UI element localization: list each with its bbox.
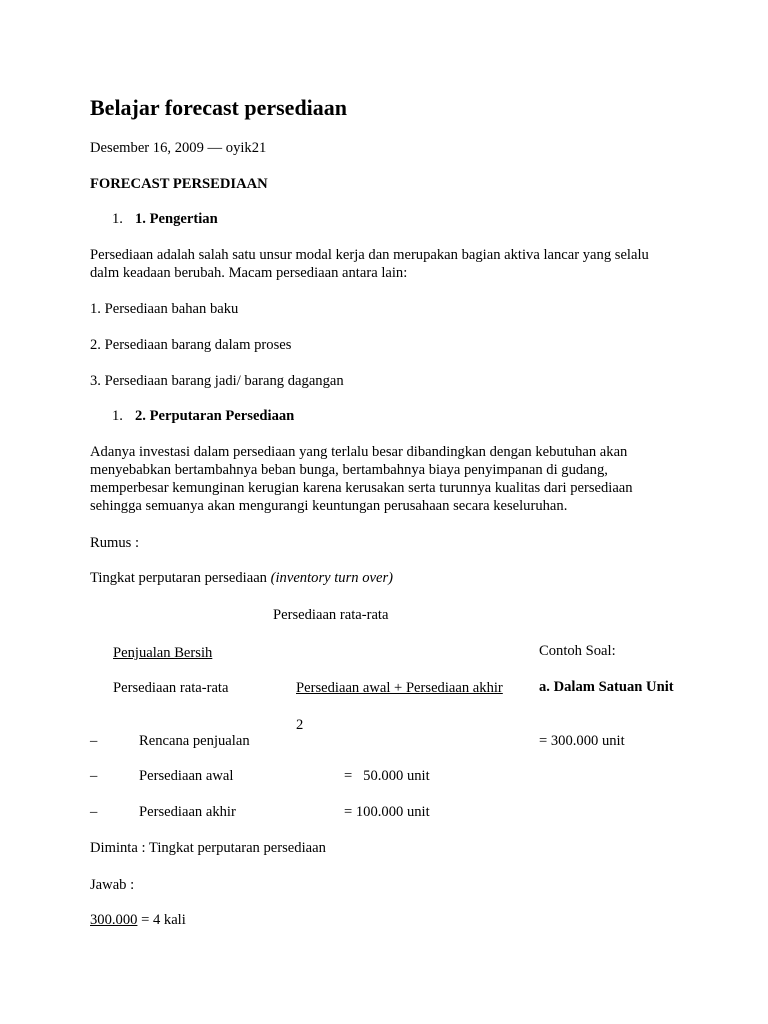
formula-intro: Rumus : — [90, 535, 140, 551]
diminta-line: Diminta : Tingkat perputaran persediaan — [90, 840, 326, 856]
avg-fraction-numerator: Persediaan awal + Persediaan akhir — [296, 680, 503, 696]
answer-numerator: 300.000 — [90, 912, 138, 928]
post-meta: Desember 16, 2009 — oyik21 — [90, 140, 267, 156]
answer-line — [90, 911, 186, 929]
fraction-numerator: Penjualan Bersih — [113, 645, 213, 661]
section-heading: FORECAST PERSEDIAAN — [90, 176, 268, 192]
item-dash: – — [90, 804, 98, 820]
paragraph: Adanya investasi dalam persediaan yang terlalu besar dibandingkan dengan kebutuhan akan menyebabkan bertambahnya beban bunga, bertambahnya biaya penyimpanan di gudang, memperbesar kemunginan kerugian karena kerusakan serta turunnya kualitas dari persediaan sehingga semuanya akan mengurangi keuntungan perusahaan secara keseluruhan. — [90, 444, 633, 514]
avg-fraction-denominator: 2 — [296, 717, 304, 733]
formula-label — [90, 569, 393, 587]
list-item: 1. Persediaan bahan baku — [90, 301, 239, 317]
list-item: 2. Persediaan barang dalam proses — [90, 337, 292, 353]
paragraph: Persediaan adalah salah satu unsur modal kerja dan merupakan bagian aktiva lancar yang selalu dalm keadaan berubah. Macam persediaan antara lain: — [90, 247, 649, 281]
example-title: Contoh Soal: — [539, 643, 616, 659]
item-dash: – — [90, 768, 98, 784]
item-label: Persediaan awal — [139, 768, 234, 784]
fraction-denominator: Persediaan rata-rata — [113, 680, 229, 696]
list-item: 3. Persediaan barang jadi/ barang dagangan — [90, 373, 344, 389]
list-number: 1. — [112, 408, 123, 424]
formula-label-text: Tingkat perputaran persediaan — [90, 570, 271, 586]
page-title: Belajar forecast persediaan — [90, 95, 348, 120]
item-value: = 100.000 unit — [344, 804, 430, 820]
item-value: = 300.000 unit — [539, 733, 625, 749]
subsection-title: 1. Pengertian — [135, 211, 218, 227]
jawab-line: Jawab : — [90, 877, 135, 893]
item-dash: – — [90, 733, 98, 749]
item-label: Rencana penjualan — [139, 733, 250, 749]
formula-label-italic: (inventory turn over) — [270, 570, 394, 586]
item-value: = 50.000 unit — [344, 768, 430, 784]
example-subtitle: a. Dalam Satuan Unit — [539, 679, 674, 695]
item-label: Persediaan akhir — [139, 804, 236, 820]
avg-heading: Persediaan rata-rata — [273, 607, 389, 623]
answer-result: = 4 kali — [137, 912, 186, 928]
subsection-title: 2. Perputaran Persediaan — [135, 408, 295, 424]
list-number: 1. — [112, 211, 123, 227]
